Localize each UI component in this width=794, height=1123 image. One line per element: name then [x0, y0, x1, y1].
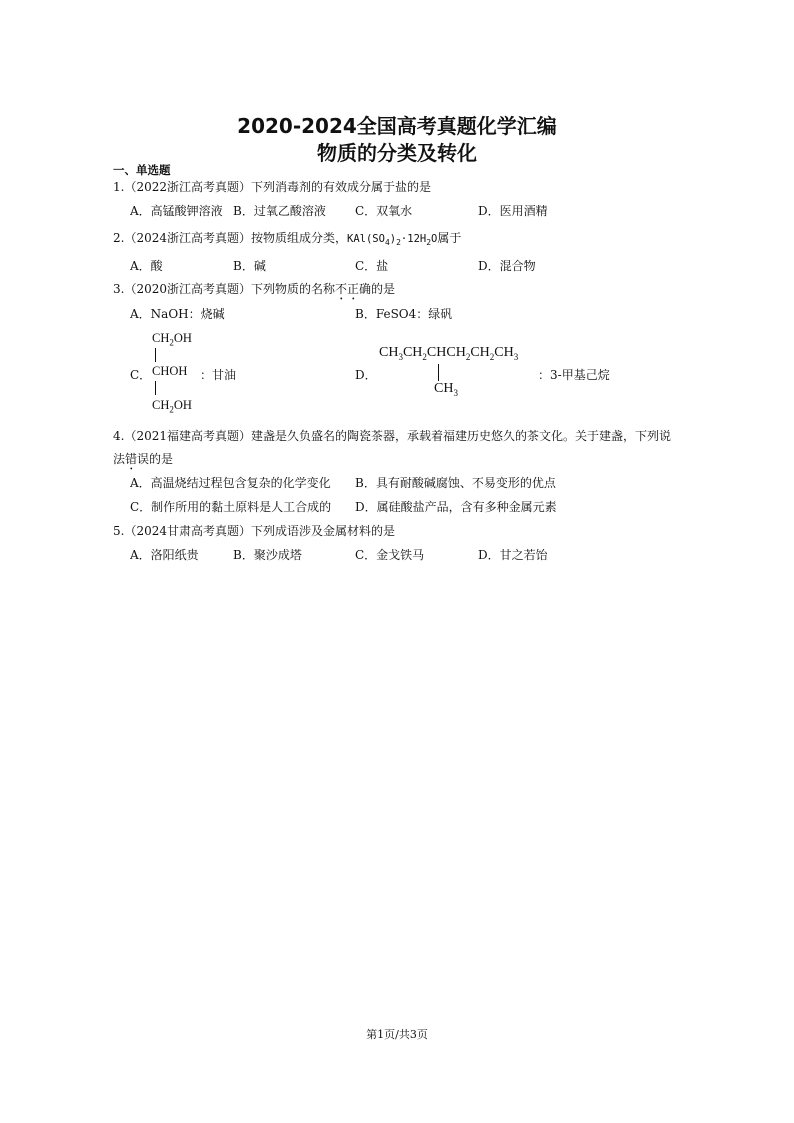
question-1-stem: 1.（2022浙江高考真题）下列消毒剂的有效成分属于盐的是	[113, 180, 431, 194]
question-4-stem-line-2	[113, 450, 173, 473]
question-3-option-c-letter: C．	[130, 368, 152, 382]
question-5-option-b: B．聚沙成塔	[233, 548, 302, 562]
methylhexane-main-chain: $CH_3CH_2CHCH_2CH_2CH_3$	[379, 345, 519, 362]
question-3-option-d-label: ：3-甲基己烷	[538, 368, 610, 382]
question-3-option-d-letter: D．	[355, 368, 377, 382]
question-2-stem-suffix: 属于	[437, 231, 462, 245]
document-title: 2020-2024全国高考真题化学汇编	[237, 114, 557, 138]
question-2-stem	[113, 229, 461, 247]
question-3-stem-before: 3.（2020浙江高考真题）下列物质的名称	[113, 282, 335, 296]
question-4-stem-line-1: 4.（2021福建高考真题）建盏是久负盛名的陶瓷茶器，承载着福建历史悠久的茶文化。关于建盏，下列说	[113, 429, 671, 443]
question-2-option-a: A．酸	[130, 259, 163, 273]
question-4-stem-before: 法	[113, 452, 126, 466]
glycerol-row-3: $CH_2OH$	[152, 398, 192, 415]
question-4-option-a: A．高温烧结过程包含复杂的化学变化	[130, 476, 331, 490]
glycerol-bond-2	[155, 381, 156, 395]
question-5-option-d: D．甘之若饴	[478, 548, 548, 562]
glycerol-bond-1	[155, 348, 156, 362]
question-1-option-a: A．高锰酸钾溶液	[130, 204, 223, 218]
question-1-option-d: D．医用酒精	[478, 204, 548, 218]
question-2-option-c: C．盐	[355, 259, 389, 273]
document-subtitle: 物质的分类及转化	[317, 141, 477, 165]
methylhexane-branch-bond	[438, 364, 439, 381]
question-3-option-b: B．FeSO4：绿矾	[355, 307, 453, 321]
question-5-option-c: C．金戈铁马	[355, 548, 425, 562]
question-3-stem-emphasis: 不正	[335, 282, 360, 296]
question-4-stem-after: 误的是	[137, 452, 174, 466]
glycerol-row-1: $CH_2OH$	[152, 331, 192, 348]
page-footer: 第1页/共3页	[366, 1028, 428, 1041]
question-2-option-b: B．碱	[233, 259, 266, 273]
question-2-stem-prefix: 2.（2024浙江高考真题）按物质组成分类，	[113, 231, 347, 245]
methylhexane-branch: $CH_3$	[434, 381, 458, 398]
question-3-option-c-label: ：甘油	[200, 368, 237, 382]
question-4-option-b: B．具有耐酸碱腐蚀、不易变形的优点	[355, 476, 556, 490]
question-4-option-c: C．制作所用的黏土原料是人工合成的	[130, 500, 332, 514]
section-heading: 一、单选题	[113, 163, 171, 177]
glycerol-row-2: CHOH	[152, 364, 188, 378]
question-4-option-d: D．属硅酸盐产品，含有多种金属元素	[355, 500, 557, 514]
question-3-stem	[113, 280, 395, 303]
question-1-option-c: C．双氧水	[355, 204, 413, 218]
question-2-option-d: D．混合物	[478, 259, 536, 273]
question-5-option-a: A．洛阳纸贵	[130, 548, 199, 562]
question-1-option-b: B．过氧乙酸溶液	[233, 204, 326, 218]
question-5-stem: 5.（2024甘肃高考真题）下列成语涉及金属材料的是	[113, 524, 395, 538]
question-4-stem-emphasis: 错	[125, 452, 138, 466]
alum-formula: $KAl(SO_4)_2\cdot 12H_2O$	[347, 233, 438, 248]
question-3-stem-after: 确的是	[359, 282, 396, 296]
question-3-option-a: A．NaOH：烧碱	[130, 307, 225, 321]
